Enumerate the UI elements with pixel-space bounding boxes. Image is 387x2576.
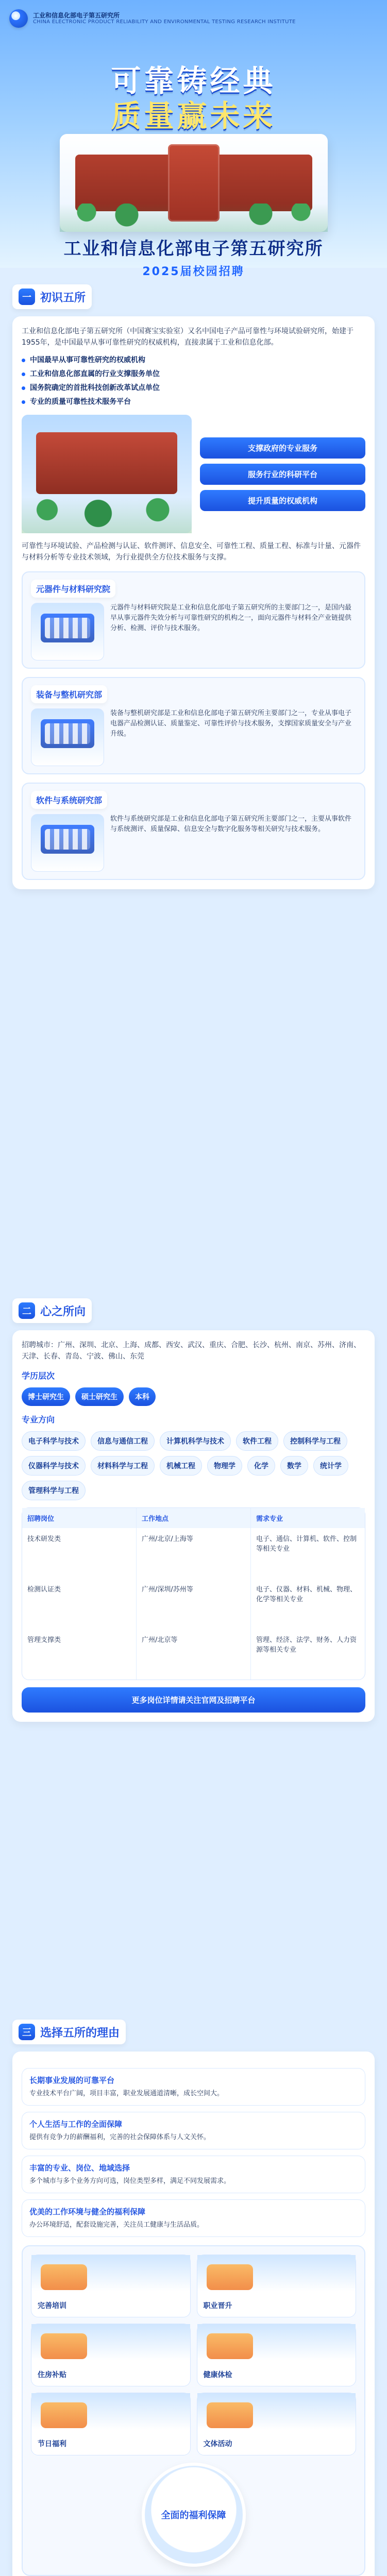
feature-pills xyxy=(200,415,365,533)
section-2-header xyxy=(12,1298,92,1323)
major-chip-13: 管理科学与工程 xyxy=(22,1481,86,1500)
degree-chips xyxy=(22,1387,365,1406)
benefit-grid xyxy=(31,2255,356,2455)
sub-card-3-body xyxy=(31,814,356,872)
benefit-card-1 xyxy=(31,2255,191,2317)
job-table-header-2: 工作地点 xyxy=(137,1508,251,1528)
job-table-header-3: 需求专业 xyxy=(251,1508,365,1528)
major-chip-11: 数学 xyxy=(280,1456,308,1476)
major-chip-1: 电子科学与技术 xyxy=(22,1431,86,1451)
reason-2-title: 个人生活与工作的全面保障 xyxy=(29,2120,123,2129)
major-chip-10: 化学 xyxy=(247,1456,275,1476)
major-chip-4: 软件工程 xyxy=(236,1431,278,1451)
job-table-header-row xyxy=(22,1508,365,1528)
section-1-paragraph-2: 可靠性与环境试验、产品检测与认证、软件测评、信息安全、可靠性工程、质量工程、标准与计量、元器件与材料分析等专业技术领域，为行业提供全方位技术服务与支撑。 xyxy=(22,542,361,562)
major-chip-9: 物理学 xyxy=(207,1456,242,1476)
degree-chip-phd: 博士研究生 xyxy=(22,1387,70,1406)
logo-text-block xyxy=(33,12,296,25)
benefit-card-5 xyxy=(31,2393,191,2455)
hero-year-title: 2025届校园招聘 xyxy=(142,265,245,278)
bullet-2: 工业和信息化部直属的行业支撑服务单位 xyxy=(22,368,365,379)
sub-card-software xyxy=(22,783,365,880)
slogan-line-2: 质量赢未来 xyxy=(111,98,276,133)
job-table-r1c3: 电子、通信、计算机、软件、控制等相关专业 xyxy=(256,1535,357,1553)
reason-1-body: 专业技术平台广阔，项目丰富，职业发展通道清晰，成长空间大。 xyxy=(29,2090,224,2097)
reason-item-1 xyxy=(22,2068,365,2106)
logo-subtitle: CHINA ELECTRONIC PRODUCT RELIABILITY AND ENVIRONMENTAL TESTING RESEARCH INSTITUTE xyxy=(33,19,296,25)
benefit-caption-6: 文体活动 xyxy=(203,2440,232,2448)
job-table-r3c2: 广州/北京等 xyxy=(137,1629,251,1680)
major-chip-5: 控制科学与工程 xyxy=(283,1431,347,1451)
major-chip-12: 统计学 xyxy=(313,1456,348,1476)
job-banner: 更多岗位详情请关注官网及招聘平台 xyxy=(22,1687,365,1713)
section-2-title: 心之所向 xyxy=(40,1305,86,1318)
logo-title: 工业和信息化部电子第五研究所 xyxy=(33,12,120,19)
logo-row xyxy=(9,9,296,28)
major-title: 专业方向 xyxy=(22,1415,55,1425)
section-2-card xyxy=(12,1330,375,1722)
campus-photo xyxy=(22,415,192,533)
major-chip-8: 机械工程 xyxy=(160,1456,202,1476)
major-chip-2: 信息与通信工程 xyxy=(91,1431,155,1451)
section-3-card xyxy=(12,2052,375,2576)
bullet-3: 国务院确定的首批科技创新改革试点单位 xyxy=(22,382,365,393)
benefit-center-badge: 全面的福利保障 xyxy=(142,2463,246,2567)
major-chip-3: 计算机科学与技术 xyxy=(160,1431,231,1451)
section-reasons xyxy=(12,2020,375,2576)
benefit-caption-5: 节日福利 xyxy=(38,2440,66,2448)
sub-card-3-label: 软件与系统研究部 xyxy=(31,791,107,809)
job-table-row-3 xyxy=(22,1629,365,1680)
reason-2-body: 提供有竞争力的薪酬福利，完善的社会保障体系与人文关怀。 xyxy=(29,2133,211,2141)
section-intent xyxy=(12,1298,375,1722)
major-chips xyxy=(22,1431,365,1500)
bullet-1: 中国最早从事可靠性研究的权威机构 xyxy=(22,354,365,365)
reason-4-body: 办公环境舒适，配套设施完善，关注员工健康与生活品质。 xyxy=(29,2221,204,2229)
job-table-r2c1: 检测认证类 xyxy=(22,1579,137,1629)
benefit-card-6 xyxy=(197,2393,357,2455)
degree-title: 学历层次 xyxy=(22,1371,55,1381)
major-chip-6: 仪器科学与技术 xyxy=(22,1456,86,1476)
institute-logo-icon xyxy=(9,9,28,28)
reason-4-title: 优美的工作环境与健全的福利保障 xyxy=(29,2207,146,2216)
pill-1: 支撑政府的专业服务 xyxy=(200,437,365,459)
benefit-card-4 xyxy=(197,2324,357,2386)
major-chip-7: 材料科学与工程 xyxy=(91,1456,155,1476)
sub-card-3-text: 软件与系统研究部是工业和信息化部电子第五研究所主要部门之一，主要从事软件与系统测评、质量保障、信息安全与数字化服务等相关研究与技术服务。 xyxy=(110,815,352,833)
sub-card-2-body xyxy=(31,708,356,766)
section-1-bullets xyxy=(22,354,365,406)
job-table-r2c3: 电子、仪器、材料、机械、物理、化学等相关专业 xyxy=(256,1586,357,1603)
sub-card-equipment xyxy=(22,677,365,774)
section-1-number: 一 xyxy=(19,289,35,305)
sub-card-1-body xyxy=(31,603,356,660)
benefit-card-3 xyxy=(31,2324,191,2386)
sub-card-1-label: 元器件与材料研究院 xyxy=(31,580,115,598)
pill-3: 提升质量的权威机构 xyxy=(200,490,365,511)
reason-item-4 xyxy=(22,2199,365,2237)
sub-card-2-text: 装备与整机研究部是工业和信息化部电子第五研究所主要部门之一，专业从事电子电器产品检测认证、质量鉴定、可靠性评价与技术服务，支撑国家质量安全与产业升级。 xyxy=(110,709,352,738)
job-table-r3c1: 管理支撑类 xyxy=(22,1629,137,1680)
reason-item-2 xyxy=(22,2112,365,2149)
section-3-header xyxy=(12,2020,126,2044)
sub-card-components xyxy=(22,571,365,669)
section-1-feature-row xyxy=(22,415,365,533)
reason-3-title: 丰富的专业、岗位、地域选择 xyxy=(29,2163,130,2173)
hero-building-image xyxy=(60,134,328,232)
section-2-number: 二 xyxy=(19,1302,35,1319)
section-3-title: 选择五所的理由 xyxy=(40,2026,120,2040)
job-table-r1c2: 广州/北京/上海等 xyxy=(137,1528,251,1579)
section-1-title: 初识五所 xyxy=(40,291,86,304)
hero xyxy=(0,0,387,278)
degree-chip-master: 硕士研究生 xyxy=(75,1387,124,1406)
section-3-number: 三 xyxy=(19,2024,35,2040)
benefit-card-2 xyxy=(197,2255,357,2317)
sub-card-3-image xyxy=(31,814,104,872)
reason-item-3 xyxy=(22,2156,365,2193)
sub-card-1-text: 元器件与材料研究院是工业和信息化部电子第五研究所的主要部门之一，是国内最早从事元器件失效分析与可靠性研究的机构之一，面向元器件与材料全产业链提供分析、检测、评价与技术服务。 xyxy=(110,604,352,632)
job-table-row-1 xyxy=(22,1528,365,1579)
sub-card-2-label: 装备与整机研究部 xyxy=(31,685,107,703)
section-1-intro: 工业和信息化部电子第五研究所（中国赛宝实验室）又名中国电子产品可靠性与环境试验研究所，始建于1955年，是中国最早从事可靠性研究的权威机构，直接隶属于工业和信息化部。 xyxy=(22,327,354,347)
section-initial xyxy=(12,284,375,889)
job-table xyxy=(22,1507,365,1680)
city-line: 招聘城市：广州、深圳、北京、上海、成都、西安、武汉、重庆、合肥、长沙、杭州、南京、苏州、济南、天津、长春、青岛、宁波、佛山、东莞 xyxy=(22,1341,361,1361)
reasons-list xyxy=(22,2068,365,2237)
job-table-header-1: 招聘岗位 xyxy=(22,1508,137,1528)
trees-decoration xyxy=(60,204,328,232)
reason-3-body: 多个城市与多个业务方向可选，岗位类型多样，满足不同发展需求。 xyxy=(29,2177,231,2185)
job-table-r1c1: 技术研发类 xyxy=(22,1528,137,1579)
bullet-4: 专业的质量可靠性技术服务平台 xyxy=(22,396,365,406)
hero-title: 工业和信息化部电子第五研究所 xyxy=(63,239,324,259)
job-table-r2c2: 广州/深圳/苏州等 xyxy=(137,1579,251,1629)
sub-card-2-image xyxy=(31,708,104,766)
hero-title-bar xyxy=(15,234,372,278)
benefit-collage xyxy=(22,2245,365,2576)
slogan-line-1: 可靠铸经典 xyxy=(111,63,276,98)
benefit-caption-4: 健康体检 xyxy=(203,2371,232,2379)
benefit-caption-2: 职业晋升 xyxy=(203,2302,232,2310)
reason-1-title: 长期事业发展的可靠平台 xyxy=(29,2076,115,2085)
section-1-card xyxy=(12,316,375,889)
pill-2: 服务行业的科研平台 xyxy=(200,464,365,485)
sub-card-1-image xyxy=(31,603,104,660)
benefit-caption-3: 住房补贴 xyxy=(38,2371,66,2379)
section-1-header xyxy=(12,284,92,309)
job-table-r3c3: 管理、经济、法学、财务、人力资源等相关专业 xyxy=(256,1636,357,1654)
benefit-caption-1: 完善培训 xyxy=(38,2302,66,2310)
degree-chip-bachelor: 本科 xyxy=(129,1387,156,1406)
job-table-row-2 xyxy=(22,1579,365,1629)
